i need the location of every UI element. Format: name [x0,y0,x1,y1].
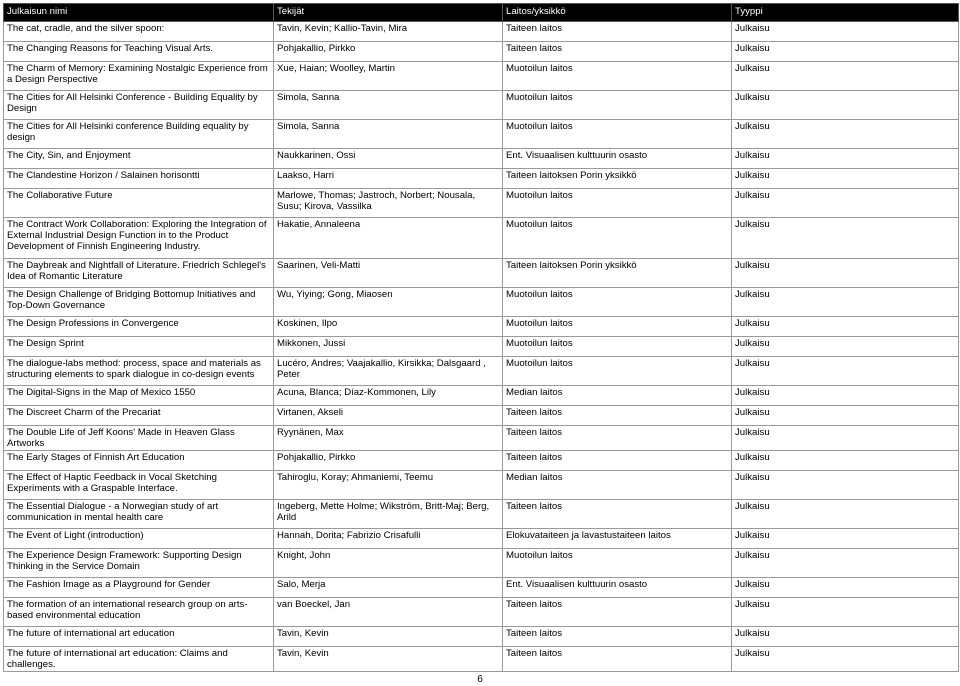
cell-authors: Salo, Merja [274,578,503,598]
cell-department: Muotoilun laitos [503,91,732,120]
table-row [4,627,959,647]
cell-title: The City, Sin, and Enjoyment [4,149,274,169]
cell-type: Julkaisu [732,91,959,120]
table-row [4,647,959,672]
cell-authors: Tavin, Kevin; Kallio-Tavin, Mira [274,22,503,42]
cell-type: Julkaisu [732,598,959,627]
cell-authors: Tavin, Kevin [274,647,503,672]
cell-title: The Design Sprint [4,337,274,357]
cell-type: Julkaisu [732,189,959,218]
cell-title: The Discreet Charm of the Precariat [4,406,274,426]
cell-authors: Laakso, Harri [274,169,503,189]
cell-title: The Cities for All Helsinki Conference - Building Equality by Design [4,91,274,120]
cell-title: The Daybreak and Nightfall of Literature. Friedrich Schlegel's Idea of Romantic Literature [4,259,274,288]
page-number: 6 [477,674,483,685]
cell-authors: Simola, Sanna [274,120,503,149]
cell-type: Julkaisu [732,647,959,672]
cell-title: The dialogue-labs method: process, space and materials as structuring elements to spark dialogue in co-design events [4,357,274,386]
cell-type: Julkaisu [732,120,959,149]
cell-department: Muotoilun laitos [503,62,732,91]
cell-authors: Tahiroglu, Koray; Ahmaniemi, Teemu [274,471,503,500]
cell-title: The future of international art education [4,627,274,647]
cell-department: Muotoilun laitos [503,549,732,578]
cell-department: Taiteen laitoksen Porin yksikkö [503,169,732,189]
table-row [4,357,959,386]
cell-department: Taiteen laitos [503,598,732,627]
cell-authors: Koskinen, Ilpo [274,317,503,337]
cell-authors: Xue, Haian; Woolley, Martin [274,62,503,91]
table-row [4,549,959,578]
cell-type: Julkaisu [732,337,959,357]
cell-department: Median laitos [503,386,732,406]
cell-type: Julkaisu [732,406,959,426]
header-tyyppi: Tyyppi [732,4,959,22]
cell-department: Taiteen laitos [503,42,732,62]
table-body [4,22,959,672]
table-row [4,218,959,259]
table-row [4,169,959,189]
cell-department: Muotoilun laitos [503,357,732,386]
cell-title: The Cities for All Helsinki conference Building equality by design [4,120,274,149]
cell-authors: Hakatie, Annaleena [274,218,503,259]
table-row [4,500,959,529]
cell-department: Taiteen laitos [503,406,732,426]
cell-type: Julkaisu [732,627,959,647]
table-row [4,91,959,120]
cell-department: Taiteen laitos [503,451,732,471]
cell-type: Julkaisu [732,42,959,62]
cell-title: The Double Life of Jeff Koons' Made in Heaven Glass Artworks [4,426,274,451]
table-row [4,42,959,62]
cell-department: Muotoilun laitos [503,317,732,337]
cell-title: The Clandestine Horizon / Salainen horisontti [4,169,274,189]
table-row [4,406,959,426]
cell-department: Taiteen laitos [503,500,732,529]
cell-department: Muotoilun laitos [503,120,732,149]
cell-type: Julkaisu [732,471,959,500]
cell-authors: Virtanen, Akseli [274,406,503,426]
cell-department: Taiteen laitos [503,426,732,451]
cell-type: Julkaisu [732,578,959,598]
cell-title: The Fashion Image as a Playground for Gender [4,578,274,598]
cell-title: The future of international art education: Claims and challenges. [4,647,274,672]
table-row [4,259,959,288]
cell-department: Ent. Visuaalisen kulttuurin osasto [503,149,732,169]
cell-type: Julkaisu [732,357,959,386]
cell-type: Julkaisu [732,288,959,317]
cell-authors: Hannah, Dorita; Fabrizio Crisafulli [274,529,503,549]
cell-authors: Pohjakallio, Pirkko [274,451,503,471]
cell-title: The Design Challenge of Bridging Bottomup Initiatives and Top-Down Governance [4,288,274,317]
cell-department: Taiteen laitos [503,647,732,672]
cell-authors: Lucéro, Andres; Vaajakallio, Kirsikka; Dalsgaard , Peter [274,357,503,386]
table-row [4,189,959,218]
cell-title: The cat, cradle, and the silver spoon: [4,22,274,42]
cell-department: Muotoilun laitos [503,337,732,357]
cell-title: The Digital-Signs in the Map of Mexico 1550 [4,386,274,406]
table-row [4,598,959,627]
cell-type: Julkaisu [732,386,959,406]
cell-department: Muotoilun laitos [503,288,732,317]
cell-authors: Simola, Sanna [274,91,503,120]
cell-authors: Naukkarinen, Ossi [274,149,503,169]
cell-title: The formation of an international research group on arts-based environmental education [4,598,274,627]
cell-type: Julkaisu [732,149,959,169]
cell-title: The Experience Design Framework: Supporting Design Thinking in the Service Domain [4,549,274,578]
cell-type: Julkaisu [732,62,959,91]
table-row [4,62,959,91]
cell-type: Julkaisu [732,426,959,451]
cell-authors: Tavin, Kevin [274,627,503,647]
cell-authors: Saarinen, Veli-Matti [274,259,503,288]
table-row [4,120,959,149]
cell-authors: Marlowe, Thomas; Jastroch, Norbert; Nousala, Susu; Kirova, Vassilka [274,189,503,218]
cell-department: Taiteen laitoksen Porin yksikkö [503,259,732,288]
table-row [4,426,959,451]
table-row [4,288,959,317]
cell-type: Julkaisu [732,529,959,549]
cell-type: Julkaisu [732,22,959,42]
cell-title: The Essential Dialogue - a Norwegian study of art communication in mental health care [4,500,274,529]
header-tekijat: Tekijät [274,4,503,22]
cell-type: Julkaisu [732,169,959,189]
publications-table [3,3,959,672]
cell-authors: van Boeckel, Jan [274,598,503,627]
table-row [4,22,959,42]
table-row [4,149,959,169]
table-row [4,317,959,337]
cell-title: The Collaborative Future [4,189,274,218]
cell-authors: Wu, Yiying; Gong, Miaosen [274,288,503,317]
cell-title: The Charm of Memory: Examining Nostalgic Experience from a Design Perspective [4,62,274,91]
cell-type: Julkaisu [732,451,959,471]
cell-type: Julkaisu [732,259,959,288]
cell-title: The Contract Work Collaboration: Exploring the Integration of External Industrial Design Function in to the Product Development of Finnish Engineering Industry. [4,218,274,259]
cell-department: Muotoilun laitos [503,218,732,259]
cell-authors: Mikkonen, Jussi [274,337,503,357]
table-row [4,578,959,598]
cell-authors: Acuna, Blanca; Díaz-Kommonen, Lily [274,386,503,406]
cell-authors: Pohjakallio, Pirkko [274,42,503,62]
table-row [4,451,959,471]
cell-title: The Changing Reasons for Teaching Visual Arts. [4,42,274,62]
table-row [4,337,959,357]
cell-type: Julkaisu [732,317,959,337]
cell-department: Ent. Visuaalisen kulttuurin osasto [503,578,732,598]
cell-department: Muotoilun laitos [503,189,732,218]
cell-authors: Ryynänen, Max [274,426,503,451]
cell-title: The Event of Light (introduction) [4,529,274,549]
cell-department: Taiteen laitos [503,627,732,647]
header-laitos: Laitos/yksikkö [503,4,732,22]
cell-title: The Early Stages of Finnish Art Education [4,451,274,471]
cell-authors: Knight, John [274,549,503,578]
cell-type: Julkaisu [732,549,959,578]
table-row [4,471,959,500]
cell-department: Elokuvataiteen ja lavastustaiteen laitos [503,529,732,549]
table-header-row [4,4,959,22]
cell-title: The Design Professions in Convergence [4,317,274,337]
cell-department: Taiteen laitos [503,22,732,42]
cell-department: Median laitos [503,471,732,500]
cell-authors: Ingeberg, Mette Holme; Wikström, Britt-Maj; Berg, Arild [274,500,503,529]
cell-title: The Effect of Haptic Feedback in Vocal Sketching Experiments with a Graspable Interface. [4,471,274,500]
table-row [4,529,959,549]
cell-type: Julkaisu [732,500,959,529]
table-row [4,386,959,406]
cell-type: Julkaisu [732,218,959,259]
header-julkaisun-nimi: Julkaisun nimi [4,4,274,22]
